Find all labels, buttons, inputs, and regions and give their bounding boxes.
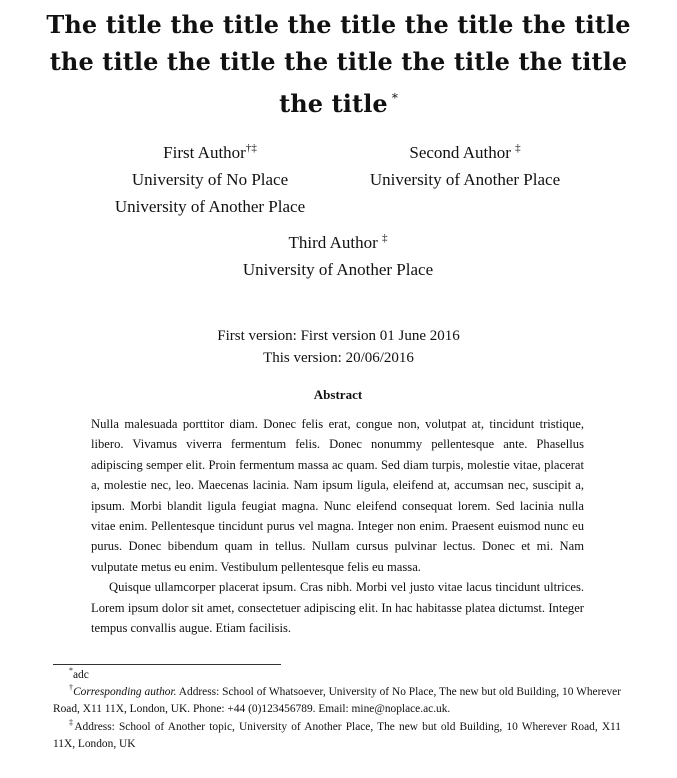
author-name: First Author xyxy=(163,143,246,162)
abstract-paragraph: Quisque ullamcorper placerat ipsum. Cras nibh. Morbi vel justo vitae lacus tincidunt ultrices. Lorem ipsum dolor sit amet, consectetuer adipiscing elit. In hac habitasse platea dictumst. Integer tempus convallis augue. Etiam facilisis. xyxy=(91,580,584,636)
author-footnote-marks: ‡ xyxy=(382,232,388,244)
paper-title xyxy=(40,6,637,122)
author-name-line xyxy=(340,139,590,166)
footnote-text: Address: School of Another topic, University of Another Place, The new but old Building, 10 Wherever Road, X11 11X, London, UK xyxy=(53,720,622,750)
paper-title-text: The title the title the title the title the title the title the title the title the title the title the title xyxy=(46,10,631,118)
footnotes xyxy=(53,667,621,753)
author-name-line xyxy=(188,229,488,256)
author-affiliation: University of Another Place xyxy=(369,170,561,189)
footnote-mark: * xyxy=(69,666,73,675)
abstract-body xyxy=(91,414,584,638)
footnote-title xyxy=(53,667,621,684)
author-block-first xyxy=(85,139,335,220)
first-version-line: First version: First version 01 June 2016 xyxy=(217,328,460,344)
author-block-second xyxy=(340,139,590,193)
author-block-third xyxy=(188,229,488,283)
footnote-mark: † xyxy=(69,683,74,693)
author-footnote-marks: ‡ xyxy=(515,142,521,154)
author-name: Second Author xyxy=(409,143,511,162)
author-footnote-marks: †‡ xyxy=(245,142,257,154)
footnote-divider xyxy=(53,664,281,665)
footnote-address xyxy=(53,719,621,753)
author-affiliation: University of Another Place xyxy=(114,197,306,216)
version-info xyxy=(120,325,557,369)
title-footnote-mark: * xyxy=(391,91,398,105)
author-name-line xyxy=(85,139,335,166)
abstract-heading: Abstract xyxy=(313,387,363,402)
abstract-paragraph: Nulla malesuada porttitor diam. Donec felis erat, congue non, volutpat at, tincidunt tristique, libero. Vivamus viverra fermentum felis. Donec nonummy pellentesque ante. Phasellus adipiscing semper elit. Proin fermentum massa ac quam. Sed diam turpis, molestie vitae, placerat a, molestie nec, leo. Maecenas lacinia. Nam ipsum ligula, eleifend at, accumsan nec, suscipit a, ipsum. Morbi blandit ligula feugiat magna. Nunc eleifend consequat lorem. Sed lacinia nulla vitae enim. Pellentesque tincidunt purus vel magna. Integer non enim. Praesent euismod nunc eu purus. Donec bibendum quam in tellus. Nullam cursus pulvinar lectus. Donec et mi. Nam vulputate metus eu enim. Vestibulum pellentesque felis eu massa. xyxy=(91,417,584,574)
current-version-line: This version: 20/06/2016 xyxy=(263,350,414,366)
footnote-corresponding-author xyxy=(53,684,621,718)
author-affiliation: University of No Place xyxy=(131,170,289,189)
footnote-label: Corresponding author. xyxy=(73,686,177,699)
author-affiliation: University of Another Place xyxy=(242,260,434,279)
footnote-text: Address: School of Whatsoever, University of No Place, The new but old Building, 10 Wherever Road, X11 11X, London, UK. Phone: +44 (0)123456789. Email: mine@noplace.ac.uk. xyxy=(53,686,622,716)
author-name: Third Author xyxy=(288,233,378,252)
footnote-mark: ‡ xyxy=(69,717,75,727)
footnote-text: adc xyxy=(73,669,89,681)
